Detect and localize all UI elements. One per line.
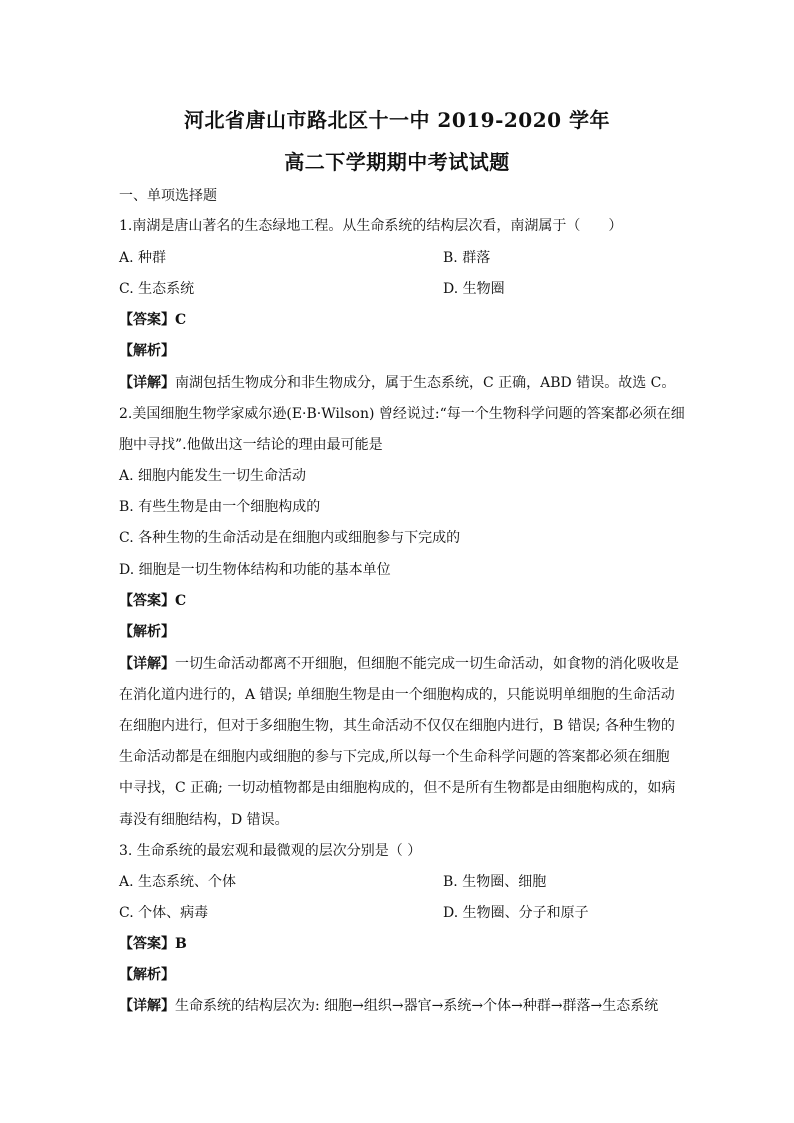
q1-answer: 【答案】C	[119, 312, 187, 328]
document-title-line2: 高二下学期期中考试试题	[284, 150, 510, 174]
q2-detail-line5: 中寻找，C 正确; 一切动植物都是由细胞构成的，但不是所有生物都是由细胞构成的，如病	[119, 780, 676, 796]
section-heading: 一、单项选择题	[119, 188, 217, 204]
q3-option-a: A. 生态系统、个体	[119, 874, 237, 890]
q1-detail-label: 【详解】	[119, 375, 175, 391]
q2-analysis-label: 【解析】	[119, 624, 175, 640]
q2-detail-line3: 在细胞内进行，但对于多细胞生物，其生命活动不仅仅在细胞内进行，B 错误; 各种生物的	[119, 718, 675, 734]
q2-detail-line6: 毒没有细胞结构，D 错误。	[119, 812, 289, 828]
q2-stem-line1: 2.美国细胞生物学家威尔逊(E·B·Wilson) 曾经说过:“每一个生物科学问题的答案都必须在细	[119, 406, 685, 422]
q2-detail-line2: 在消化道内进行的，A 错误; 单细胞生物是由一个细胞构成的，只能说明单细胞的生命活动	[119, 687, 675, 703]
q1-detail	[119, 374, 675, 392]
q3-detail-label: 【详解】	[119, 998, 175, 1014]
q1-analysis-label: 【解析】	[119, 343, 175, 359]
q2-detail-text-1: 一切生命活动都离不开细胞，但细胞不能完成一切生命活动，如食物的消化吸收是	[175, 656, 679, 672]
q2-option-a: A. 细胞内能发生一切生命活动	[119, 468, 307, 484]
q1-option-c: C. 生态系统	[119, 281, 195, 297]
q2-detail-line1	[119, 655, 679, 673]
q1-option-a: A. 种群	[119, 250, 167, 266]
q3-detail-text-1: 生命系统的结构层次为: 细胞→组织→器官→系统→个体→种群→群落→生态系统	[175, 998, 659, 1014]
q1-option-d: D. 生物圈	[443, 281, 505, 297]
q2-detail-line4: 生命活动都是在细胞内或细胞的参与下完成,所以每一个生命科学问题的答案都必须在细胞	[119, 749, 670, 765]
q1-detail-text: 南湖包括生物成分和非生物成分，属于生态系统，C 正确，ABD 错误。故选 C。	[175, 375, 676, 391]
q2-detail-label: 【详解】	[119, 656, 175, 672]
q1-stem: 1.南湖是唐山著名的生态绿地工程。从生命系统的结构层次看，南湖属于（ ）	[119, 218, 623, 234]
q3-answer: 【答案】B	[119, 936, 187, 952]
q3-option-b: B. 生物圈、细胞	[443, 874, 547, 890]
q2-answer: 【答案】C	[119, 593, 187, 609]
q2-option-b: B. 有些生物是由一个细胞构成的	[119, 499, 321, 515]
document-title-line1: 河北省唐山市路北区十一中 2019-2020 学年	[183, 108, 611, 132]
q3-detail-line1	[119, 997, 658, 1015]
q3-analysis-label: 【解析】	[119, 967, 175, 983]
q2-stem-line2: 胞中寻找”.他做出这一结论的理由最可能是	[119, 437, 383, 453]
q1-option-b: B. 群落	[443, 250, 491, 266]
q3-option-c: C. 个体、病毒	[119, 905, 209, 921]
q2-option-c: C. 各种生物的生命活动是在细胞内或细胞参与下完成的	[119, 530, 461, 546]
q2-option-d: D. 细胞是一切生物体结构和功能的基本单位	[119, 562, 391, 578]
q3-stem: 3. 生命系统的最宏观和最微观的层次分别是（ ）	[119, 843, 422, 859]
q3-option-d: D. 生物圈、分子和原子	[443, 905, 589, 921]
